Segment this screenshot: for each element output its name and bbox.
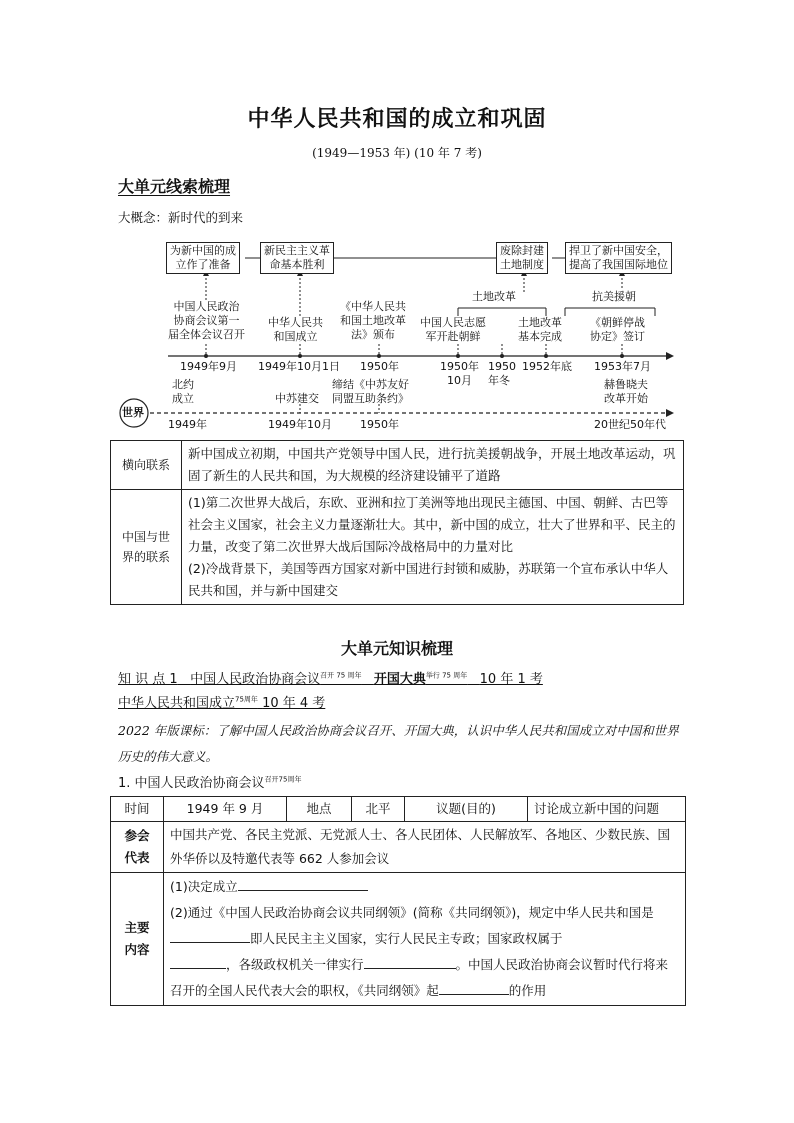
kp-sup-cppcc: 召开 75 周年 [320,671,362,680]
date-1949-9: 1949年9月 [180,360,237,373]
cell-topic-value: 讨论成立新中国的问题 [528,797,686,822]
event-volunteers: 中国人民志愿 军开赴朝鲜 [420,316,486,343]
event-cppcc: 中国人民政治 协商会议第一 届全体会议召开 [168,300,245,341]
page-title: 中华人民共和国的成立和巩固 [247,107,547,132]
content-item-2d: 。中国人民政治协商会议暂时代行将来召开的全国人民代表大会的职权，《共同纲领》起 [170,957,669,998]
cell-content-label: 主要 内容 [111,873,164,1006]
kp-count: 10 年 1 考 [479,672,543,687]
section-title-knowledge: 大单元知识梳理 [340,639,453,658]
date-1950-winter: 1950 年冬 [488,360,516,387]
answer-blank[interactable] [364,954,456,969]
subsection-title-text: 1. 中国人民政治协商会议 [118,776,265,791]
content-item-2b: 即人民民主主义国家，实行人民民主专政；国家政权属于 [250,931,563,946]
summary-box-1: 为新中国的成 立作了准备 [166,242,240,274]
world-date-1950s: 20世纪50年代 [594,418,666,431]
kp-prefix: 知 识 点 1 [118,672,178,687]
world-date-1949: 1949年 [168,418,207,431]
kp-item-cppcc: 中国人民政治协商会议 [190,672,321,687]
content-item-1: (1)决定成立 [170,879,238,894]
knowledge-point-line-1 [118,668,678,687]
content-item-2c: ，各级政权机关一律实行 [226,957,364,972]
kp-item-founding: 中华人民共和国成立 [118,696,236,711]
date-1953-7: 1953年7月 [594,360,651,373]
answer-blank[interactable] [170,928,250,943]
row-content-world: (1)第二次世界大战后，东欧、亚洲和拉丁美洲等地出现民主德国、中国、朝鲜、古巴等社会主义国家，社会主义力量逐渐壮大。其中，新中国的成立，壮大了世界和平、民主的力量，改变了第二次世界大战后国际冷战格局中的力量对比 (2)冷战背景下，美国等西方国家对新中国进行封锁和威胁，苏联第一个宣布承认中华人民共和国，并与新中国建交 [182,490,684,605]
world-date-1949-10: 1949年10月 [268,418,332,431]
table-row [111,873,686,1006]
kp-sup-ceremony: 举行 75 周年 [425,671,468,680]
date-1949-10-1: 1949年10月1日 [258,360,340,373]
range-label-korea: 抗美援朝 [592,290,636,303]
summary-box-4: 捍卫了新中国安全， 提高了我国国际地位 [565,242,672,274]
date-1950: 1950年 [360,360,399,373]
cppcc-table [110,796,686,1006]
world-event-treaty: 缔结《中苏友好 同盟互助条约》 [332,378,409,405]
table-row [111,441,684,490]
cell-time-label: 时间 [111,797,164,822]
row-head-world: 中国与世 界的联系 [111,490,182,605]
kp-sup-founding: 75周年 [235,695,258,704]
table-row [111,490,684,605]
row-head-horizontal: 横向联系 [111,441,182,490]
range-label-land-reform: 土地改革 [472,290,516,303]
cell-attend-value: 中国共产党、各民主党派、无党派人士、各人民团体、人民解放军、各地区、少数民族、国外华侨以及特邀代表等 662 人参加会议 [164,822,686,873]
section-title-clues: 大单元线索梳理 [118,177,231,196]
summary-box-3: 废除封建 土地制度 [496,242,548,274]
timeline-diagram [110,232,690,437]
table-row [111,822,686,873]
links-table [110,440,684,605]
cell-attend-label: 参会 代表 [111,822,164,873]
world-event-sino-soviet-ties: 中苏建交 [275,392,319,405]
curriculum-standard: 2022 年版课标：了解中国人民政治协商会议召开、开国大典，认识中华人民共和国成立对中国和世界历史的伟大意义。 [118,723,679,764]
world-circle-label: 世界 [122,406,144,419]
event-land-law: 《中华人民共 和国土地改革 法》颁布 [340,300,406,341]
answer-blank[interactable] [439,980,509,995]
event-land-reform-done: 土地改革 基本完成 [518,316,562,343]
subsection-sup: 召开75周年 [264,775,302,784]
content-item-2a: (2)通过《中国人民政治协商会议共同纲领》(简称《共同纲领》)，规定中华人民共和国是 [170,905,654,920]
cell-place-label: 地点 [287,797,352,822]
content-item-2e: 的作用 [508,983,547,998]
cell-place-value: 北平 [352,797,405,822]
cell-time-value: 1949 年 9 月 [164,797,287,822]
kp-count-founding: 10 年 4 考 [262,696,326,711]
kp-item-ceremony: 开国大典 [373,672,426,687]
knowledge-point-line-2 [118,692,325,711]
answer-blank[interactable] [170,954,226,969]
event-prc-founded: 中华人民共 和国成立 [268,316,323,343]
page-subtitle: (1949—1953 年) (10 年 7 考) [312,146,482,160]
world-event-nato: 北约 成立 [172,378,194,405]
row-content-horizontal: 新中国成立初期，中国共产党领导中国人民，进行抗美援朝战争，开展土地改革运动，巩固了新生的人民共和国，为大规模的经济建设铺平了道路 [182,441,684,490]
cell-content-value [164,873,686,1006]
event-armistice: 《朝鲜停战 协定》签订 [590,316,645,343]
summary-box-2: 新民主主义革 命基本胜利 [260,242,334,274]
answer-blank[interactable] [238,876,368,891]
world-event-khrushchev: 赫鲁晓夫 改革开始 [604,378,648,405]
date-1952-end: 1952年底 [522,360,572,373]
cell-topic-label: 议题(目的) [405,797,528,822]
big-concept: 大概念：新时代的到来 [118,210,244,225]
subsection-title [118,772,301,791]
table-row [111,797,686,822]
date-1950-10: 1950年 10月 [440,360,479,387]
world-date-1950: 1950年 [360,418,399,431]
